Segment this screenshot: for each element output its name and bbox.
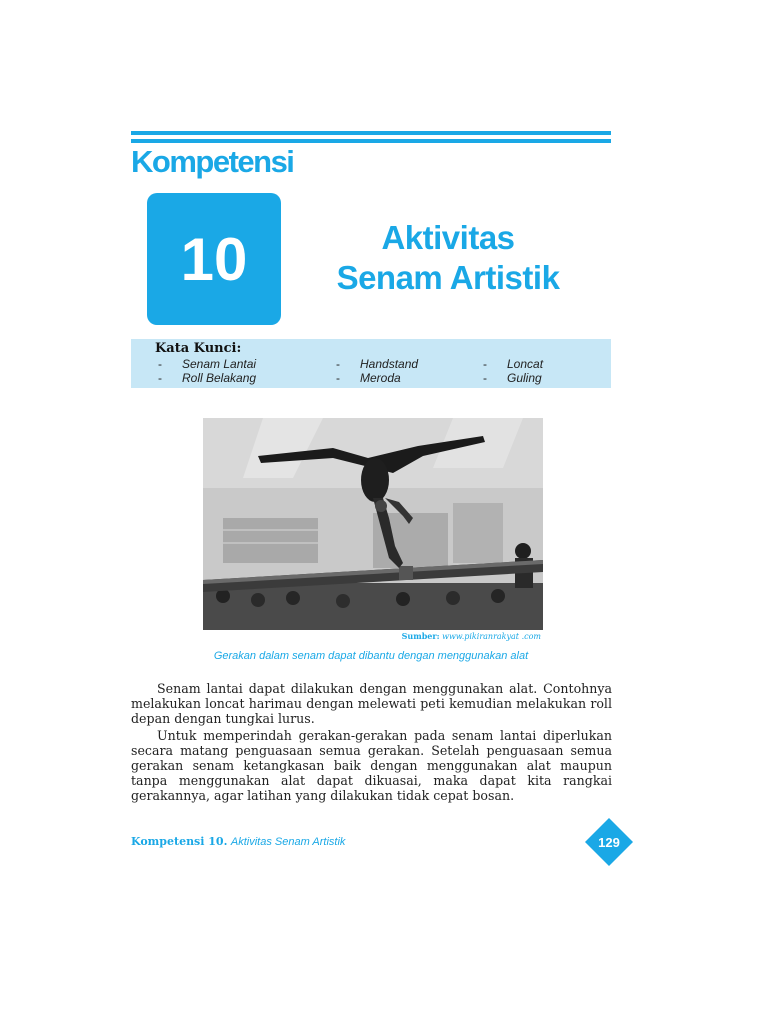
chapter-number: 10: [180, 225, 248, 293]
header-rule-bottom: [131, 139, 611, 143]
body-paragraph: Senam lantai dapat dilakukan dengan menggunakan alat. Contohnya melakukan loncat harimau dengan melewati peti kemudian melakukan roll depan dengan tungkai lurus.: [131, 681, 612, 726]
keyword-text: Senam Lantai: [182, 357, 257, 371]
header-rule-top: [131, 131, 611, 135]
keyword-text: Meroda: [360, 371, 401, 385]
keyword-text: Loncat: [507, 357, 544, 371]
running-footer: [131, 835, 345, 848]
image-source: [402, 631, 541, 641]
gymnast-photo: [203, 418, 543, 630]
gymnast-balance-beam-image: [203, 418, 543, 630]
page-number: 129: [598, 835, 620, 850]
keyword-text: Guling: [507, 371, 542, 385]
figure-caption: Gerakan dalam senam dapat dibantu dengan menggunakan alat: [213, 650, 529, 662]
keyword-bullet: -: [483, 371, 487, 385]
chapter-number-box: [147, 193, 281, 325]
page-number-badge: [585, 818, 633, 866]
keyword-bullet: -: [483, 357, 487, 371]
keyword-text: Roll Belakang: [182, 371, 257, 385]
footer-title: Aktivitas Senam Artistik: [230, 836, 346, 848]
diamond-badge-icon: [585, 818, 633, 866]
keyword-text: Handstand: [360, 357, 419, 371]
keywords-box: [131, 339, 611, 388]
source-label: Sumber:: [401, 631, 440, 641]
section-label: Kompetensi: [131, 144, 294, 179]
keyword-bullet: -: [158, 371, 162, 385]
body-paragraph: Untuk memperindah gerakan-gerakan pada senam lantai diperlukan secara matang penguasaan semua gerakan. Setelah penguasaan semua gerakan senam ketangkasan baik dengan menggunakan alat maupun tanpa menggunakan alat dapat dikuasai, maka dapat kita rangkai gerakannya, agar latihan yang dilakukan tidak cepat bosan.: [131, 728, 612, 803]
chapter-title-line2: Senam Artistik: [336, 259, 560, 296]
chapter-title: [300, 218, 596, 298]
source-link: www.pikiranrakyat .com: [442, 632, 541, 641]
keyword-bullet: -: [336, 357, 340, 371]
chapter-title-line1: Aktivitas: [381, 219, 515, 256]
keyword-bullet: -: [158, 357, 162, 371]
keyword-bullet: -: [336, 371, 340, 385]
footer-label: Kompetensi 10.: [131, 835, 228, 848]
keywords-title: Kata Kunci:: [155, 341, 242, 356]
